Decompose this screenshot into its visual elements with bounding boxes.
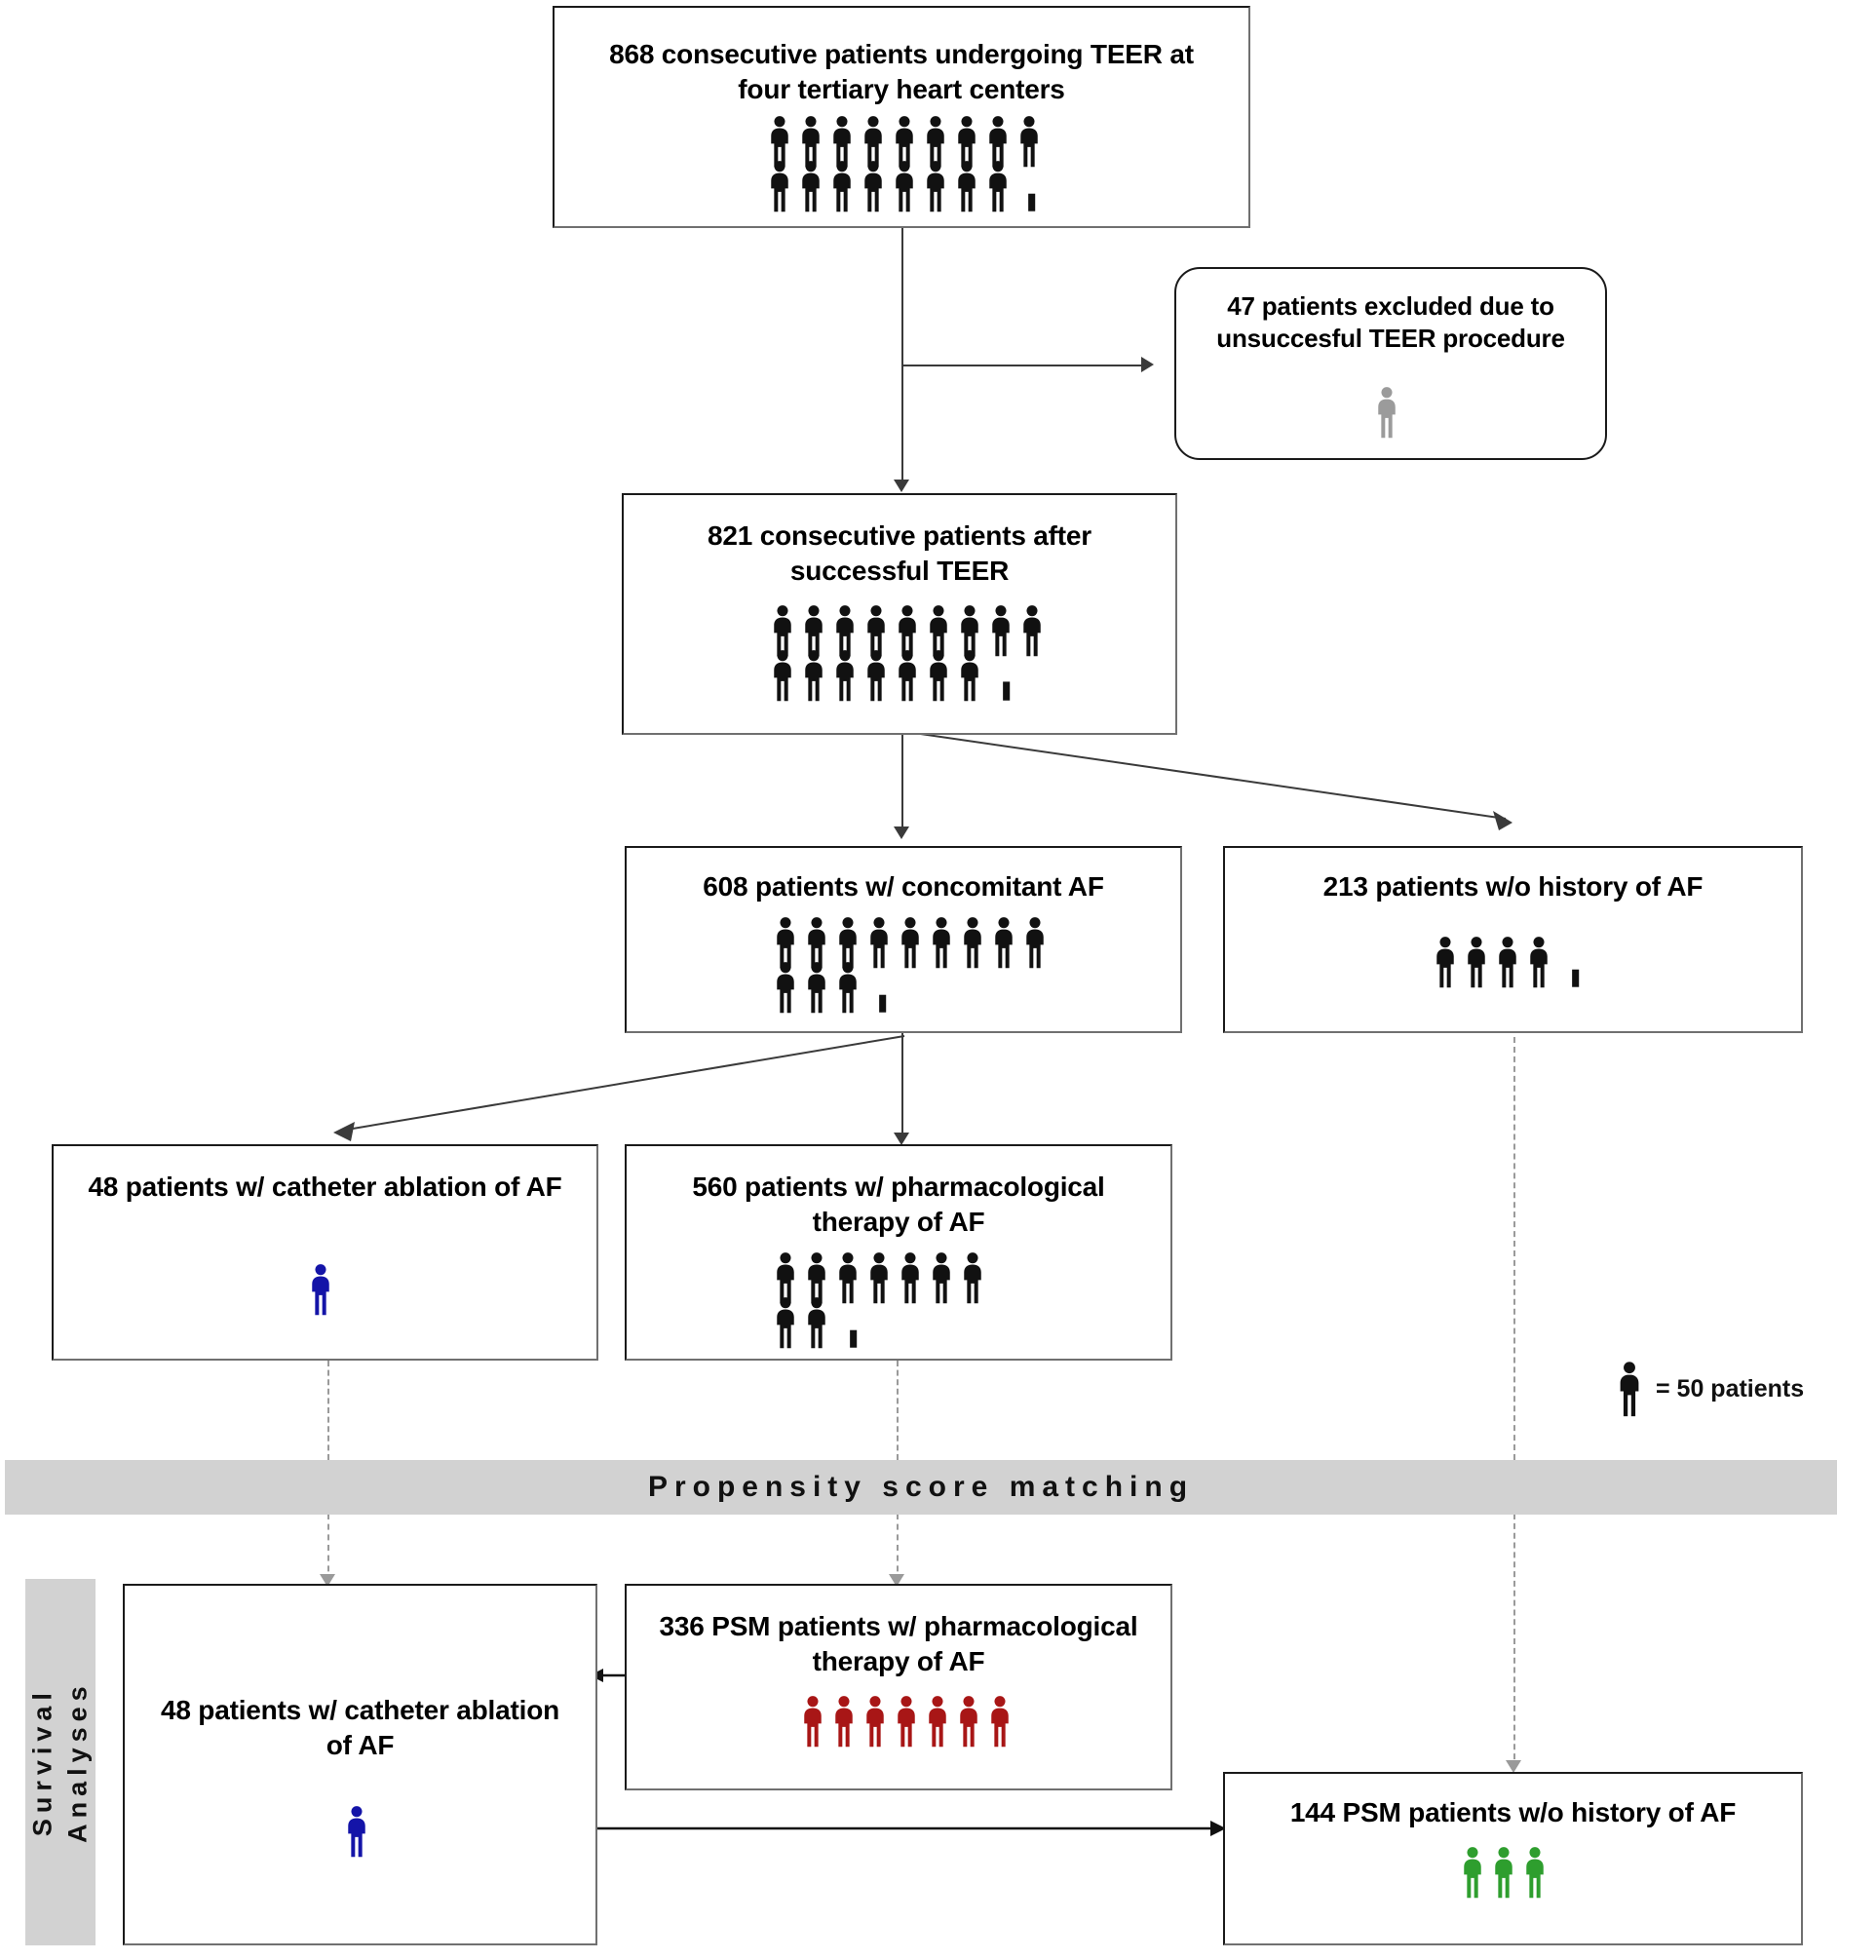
pictogram-successful: [767, 604, 1048, 702]
person-icon: [826, 160, 858, 212]
box-af-label: 608 patients w/ concomitant AF: [703, 871, 1104, 902]
person-partial-icon: [1016, 160, 1048, 212]
person-icon: [951, 160, 982, 212]
legend-label: = 50 patients: [1656, 1374, 1805, 1403]
survival-line-2: Analyses: [62, 1680, 93, 1844]
person-icon: [988, 916, 1019, 969]
box-psm-catheter-ablation: [123, 1584, 597, 1945]
box-noaf-label: 213 patients w/o history of AF: [1322, 871, 1704, 902]
arrowhead-to-excluded: [1141, 357, 1154, 372]
box-pharmacological-therapy: [625, 1144, 1172, 1361]
pictogram-row: [1457, 1846, 1551, 1899]
person-partial-icon: [991, 649, 1022, 702]
person-icon: [770, 961, 801, 1014]
pictogram-row: [770, 1296, 869, 1349]
survival-analyses-label: [25, 1681, 95, 1844]
person-icon: [1019, 916, 1051, 969]
person-icon: [926, 1251, 957, 1304]
person-partial-icon: [1560, 936, 1591, 988]
person-icon: [795, 160, 826, 212]
person-icon: [1371, 386, 1402, 439]
box-successful-teer: [622, 493, 1177, 735]
person-icon: [341, 1805, 372, 1858]
person-icon: [920, 160, 951, 212]
person-icon: [982, 160, 1014, 212]
person-icon: [954, 649, 985, 702]
person-icon: [1461, 936, 1492, 988]
pictogram-ablation: [305, 1263, 336, 1316]
pictogram-enrolled: [764, 115, 1048, 212]
connector-successful-to-noaf: [877, 721, 1540, 848]
pictogram-psm-noaf: [1457, 1846, 1551, 1899]
pictogram-row: [767, 649, 1022, 702]
survival-line-1: Survival: [27, 1687, 57, 1837]
person-icon: [1613, 1361, 1646, 1417]
box-pharma-label: 560 patients w/ pharmacological therapy of AF: [692, 1172, 1105, 1237]
person-icon: [798, 649, 829, 702]
box-enrolled-label: 868 consecutive patients undergoing TEER at four tertiary heart centers: [609, 39, 1194, 104]
box-ablation-label: 48 patients w/ catheter ablation of AF: [88, 1172, 562, 1202]
connector-ablation-vs-noaf: [579, 1815, 1226, 1842]
pictogram-af: [770, 916, 1051, 1014]
person-icon: [832, 961, 863, 1014]
arrowhead-to-successful: [894, 480, 909, 492]
dashed-psm-to-psm-pharma: [897, 1514, 899, 1582]
dashed-noaf-to-psm: [1513, 1037, 1515, 1460]
person-icon: [1457, 1846, 1488, 1899]
connector-enrolled-to-successful: [901, 226, 903, 487]
person-partial-icon: [838, 1296, 869, 1349]
box-psm-no-history-af: [1223, 1772, 1803, 1945]
person-icon: [801, 961, 832, 1014]
pictogram-pharma: [770, 1251, 988, 1349]
dashed-pharma-to-psm: [897, 1361, 899, 1460]
person-icon: [860, 1695, 891, 1748]
person-icon: [957, 916, 988, 969]
psm-band-label: Propensity score matching: [647, 1471, 1195, 1503]
person-icon: [764, 160, 795, 212]
person-icon: [895, 1251, 926, 1304]
person-icon: [1492, 936, 1523, 988]
pictogram-psm-pharma: [797, 1695, 1015, 1748]
survival-analyses-band: [25, 1579, 96, 1945]
box-psm-pharma-label: 336 PSM patients w/ pharmacological therapy of AF: [659, 1611, 1138, 1676]
person-icon: [926, 916, 957, 969]
dashed-ablation-to-psm: [327, 1361, 329, 1460]
box-psm-ablation-label: 48 patients w/ catheter ablation of AF: [160, 1695, 560, 1760]
person-icon: [1519, 1846, 1551, 1899]
person-icon: [797, 1695, 828, 1748]
pictogram-noaf: [1430, 936, 1591, 988]
person-icon: [892, 649, 923, 702]
pictogram-row: [764, 160, 1048, 212]
pictogram-excluded: [1371, 386, 1402, 439]
pictogram-row: [797, 1695, 1015, 1748]
person-icon: [770, 1296, 801, 1349]
person-icon: [984, 1695, 1015, 1748]
person-icon: [767, 649, 798, 702]
legend: [1613, 1361, 1804, 1417]
person-icon: [828, 1695, 860, 1748]
box-no-history-af: [1223, 846, 1803, 1033]
pictogram-row: [1371, 386, 1402, 439]
person-partial-icon: [867, 961, 899, 1014]
person-icon: [957, 1251, 988, 1304]
person-icon: [858, 160, 889, 212]
connector-af-to-ablation: [312, 1028, 916, 1160]
connector-enrolled-to-excluded: [901, 365, 1145, 366]
person-icon: [305, 1263, 336, 1316]
box-concomitant-af: [625, 846, 1182, 1033]
pictogram-row: [1430, 936, 1591, 988]
person-icon: [953, 1695, 984, 1748]
person-icon: [1523, 936, 1554, 988]
dashed-psm-to-psm-noaf: [1513, 1514, 1515, 1769]
person-icon: [1430, 936, 1461, 988]
box-successful-label: 821 consecutive patients after successful TEER: [708, 520, 1091, 586]
box-excluded-label: 47 patients excluded due to unsuccesful TEER procedure: [1216, 291, 1565, 354]
pictogram-row: [305, 1263, 336, 1316]
box-excluded-patients: [1174, 267, 1607, 460]
box-enrolled-patients: [553, 6, 1250, 228]
person-icon: [801, 1296, 832, 1349]
pictogram-psm-ablation: [341, 1805, 372, 1858]
box-psm-noaf-label: 144 PSM patients w/o history of AF: [1289, 1797, 1737, 1827]
pictogram-row: [770, 961, 899, 1014]
person-icon: [923, 649, 954, 702]
person-icon: [1488, 1846, 1519, 1899]
dashed-psm-to-psm-ablation: [327, 1514, 329, 1582]
pictogram-row: [341, 1805, 372, 1858]
box-catheter-ablation: [52, 1144, 598, 1361]
person-icon: [829, 649, 861, 702]
person-icon: [922, 1695, 953, 1748]
person-icon: [891, 1695, 922, 1748]
person-icon: [861, 649, 892, 702]
person-icon: [889, 160, 920, 212]
box-psm-pharmacological: [625, 1584, 1172, 1790]
propensity-score-matching-band: [5, 1460, 1837, 1515]
person-icon: [895, 916, 926, 969]
